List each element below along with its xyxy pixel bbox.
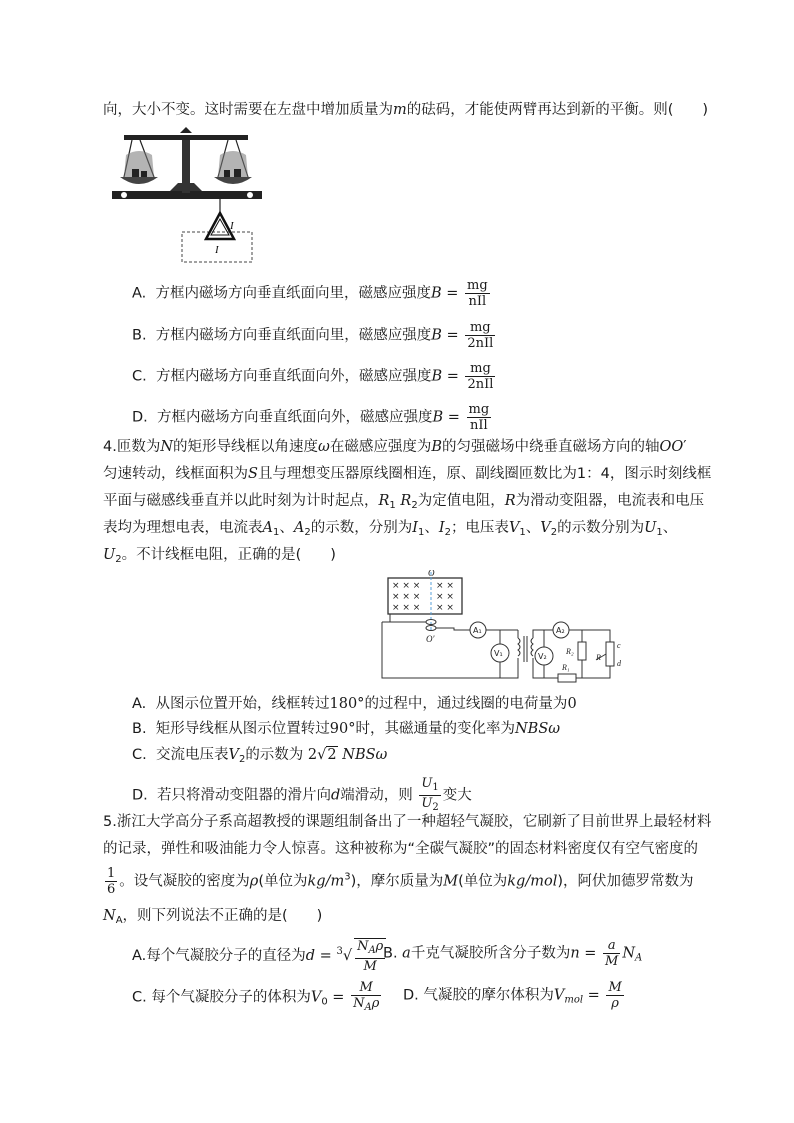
q3-stem: 向，大小不变。这时需要在左盘中增加质量为m的砝码，才能使两臂再达到新的平衡。则( ) [103, 102, 709, 118]
fraction: $\frac{1}{6}$ [107, 866, 116, 897]
voltmeter-v2-label: V₂ [538, 652, 547, 661]
q5-option-b: B. a千克气凝胶所含分子数为n = $\frac{a}{M}$ $N_A$ [383, 938, 643, 969]
q4-stem-line-4: 表均为理想电表，电流表$A_1$、$A_2$的示数，分别为$I_1$、$I_2$；电压表$V_1$、$V_2$的示数分别为$U_1$、 [103, 520, 678, 538]
ammeter-a1-label: A₁ [473, 626, 482, 635]
fraction: $\frac{mg}{\text{2nIl}}$ [467, 320, 494, 351]
axis-o-label: O [428, 570, 435, 578]
q5-stem-line-1: 5.浙江大学高分子系高超教授的课题组制备出了一种超轻气凝胶，它刷新了目前世界上最轻材料 [103, 814, 712, 830]
rheostat-r-label: R [596, 653, 601, 662]
q3-option-c: C. 方框内磁场方向垂直纸面向外，磁感应强度B = $\frac{mg}{\text{2nIl}}$ [132, 361, 494, 392]
svg-text:× × ×: × × × [392, 592, 421, 602]
q3-option-b: B. 方框内磁场方向垂直纸面向里，磁感应强度B = $\frac{mg}{\text{2nIl}}$ [132, 320, 494, 351]
svg-text:× × ×: × × × [392, 581, 421, 591]
voltmeter-v1-label: V₁ [494, 649, 503, 658]
current-label-bottom: I [215, 244, 219, 256]
resistor-r1-label: R₁ [562, 663, 570, 672]
balance-figure [110, 125, 265, 265]
q5-stem-line-4: $N_A$，则下列说法不正确的是( ) [103, 908, 323, 926]
q4-option-b: B. 矩形导线框从图示位置转过90°时，其磁通量的变化率为NBSω [132, 721, 561, 737]
axis-o-prime-label: O′ [426, 634, 435, 644]
q5-stem-line-3: $\frac{1}{6}$ 。设气凝胶的密度为ρ(单位为$kg/m^3$)，摩尔质量为M(单位为kg/mol)，阿伏加德罗常数为 [107, 866, 694, 897]
q4-stem-line-2: 匀速转动，线框面积为S且与理想变压器原线圈相连，原、副线圈匝数比为1：4，图示时刻线框 [103, 466, 712, 482]
q5-option-d: D. 气凝胶的摩尔体积为$V_{mol}$ = $\frac{M}{\rho}$ [403, 980, 622, 1011]
svg-text:× × ×: × × × [392, 603, 421, 613]
fraction: $\frac{a}{M}$ [605, 938, 619, 969]
fraction: $\frac{U_1}{U_2}$ [421, 776, 439, 813]
q4-option-c: C. 交流电压表$V_2$的示数为 2√2 NBSω [132, 747, 388, 765]
q5-option-c: C. 每个气凝胶分子的体积为$V_0$ = $\frac{M}{N_A\rho}$ [132, 980, 380, 1013]
q4-option-a: A. 从图示位置开始，线框转过180°的过程中，通过线圈的电荷量为0 [132, 696, 577, 712]
svg-text:× ×: × × [436, 581, 454, 591]
terminal-d-label: d [617, 659, 621, 668]
svg-text:× ×: × × [436, 603, 454, 613]
terminal-c-label: c [617, 641, 621, 650]
fraction: $\frac{M}{\rho}$ [608, 980, 622, 1011]
fraction: $\frac{mg}{\text{nIl}}$ [467, 278, 488, 309]
fraction: $\frac{M}{N_A\rho}$ [353, 980, 380, 1013]
fraction: $\frac{mg}{\text{nIl}}$ [468, 402, 490, 433]
fraction: $\frac{mg}{\text{2nIl}}$ [467, 361, 494, 392]
q3-option-d: D. 方框内磁场方向垂直纸面向外，磁感应强度B = $\frac{mg}{\text{nIl}}$ [132, 402, 490, 433]
q4-option-d: D. 若只将滑动变阻器的滑片向d端滑动，则 $\frac{U_1}{U_2}$ 变大 [132, 776, 472, 813]
q4-stem-line-1: 4.匝数为N的矩形导线框以角速度ω在磁感应强度为B的匀强磁场中绕垂直磁场方向的轴OO′ [103, 439, 687, 455]
resistor-r2-label: R₂ [566, 647, 574, 656]
circuit-figure [378, 570, 636, 685]
svg-text:× ×: × × [436, 592, 454, 602]
fraction: $\frac{N_A\rho}{M}$ [354, 938, 386, 974]
q5-stem-line-2: 的记录，弹性和吸油能力令人惊喜。这种被称为“全碳气凝胶”的固态材料密度仅有空气密度的 [103, 841, 699, 857]
current-label-top: I [230, 220, 234, 232]
q3-option-a: A. 方框内磁场方向垂直纸面向里，磁感应强度B = $\frac{mg}{\text{nIl}}$ [132, 278, 488, 309]
ammeter-a2-label: A₂ [556, 626, 565, 635]
q4-stem-line-3: 平面与磁感线垂直并以此时刻为计时起点，$R_1$ $R_2$为定值电阻，R为滑动变阻器，电流表和电压 [103, 493, 705, 511]
q5-option-a: A.每个气凝胶分子的直径为d = $^3$√ $\frac{N_A\rho}{M}$ [132, 938, 388, 974]
q4-stem-line-5: $U_2$。不计线框电阻，正确的是( ) [103, 547, 336, 565]
